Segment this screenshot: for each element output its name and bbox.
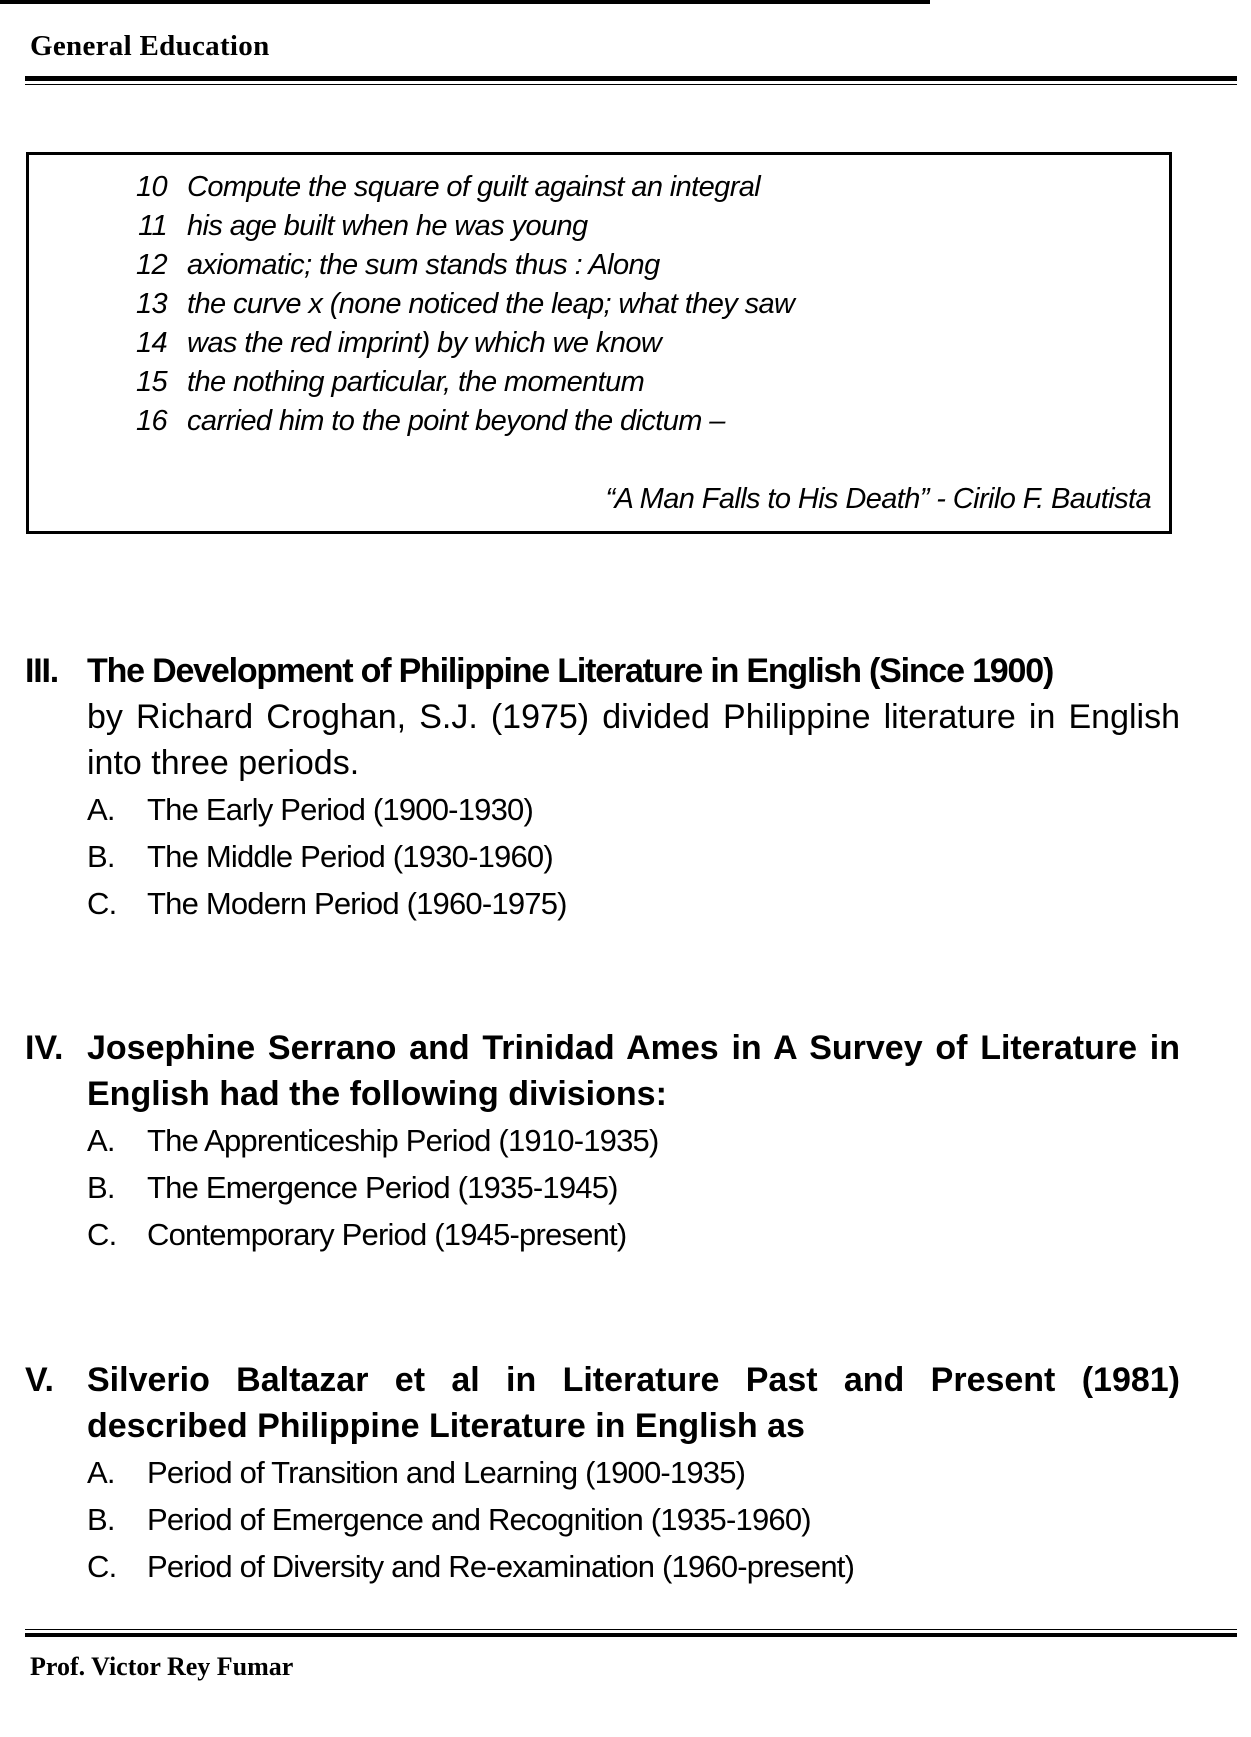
list-item (25, 786, 1180, 833)
item-letter: C. (87, 886, 117, 921)
header-rule-thin (25, 84, 1237, 85)
list-item (25, 1449, 1180, 1496)
section-body: by Richard Croghan, S.J. (1975) divided Philippine literature in English into three periods. (87, 698, 1180, 782)
item-letter: A. (87, 1455, 115, 1490)
list-item (25, 1496, 1180, 1543)
header-rule (25, 76, 1237, 81)
poem-line (109, 405, 725, 445)
item-text: The Modern Period (1960-1975) (147, 886, 567, 921)
item-text: The Early Period (1900-1930) (147, 792, 533, 827)
line-number: 16 (135, 405, 167, 437)
poem-line (109, 249, 660, 289)
poem-excerpt-box (26, 152, 1172, 534)
line-number: 14 (135, 327, 167, 359)
poem-line (109, 288, 794, 328)
item-text: The Apprenticeship Period (1910-1935) (147, 1123, 659, 1158)
list-item (25, 1543, 1180, 1590)
poem-line (109, 366, 644, 406)
list-item (25, 833, 1180, 880)
section-heading-text: Josephine Serrano and Trinidad Ames in A Survey of Literature in English had the following divisions: (87, 1029, 1180, 1113)
list-item (25, 1164, 1180, 1211)
line-number: 10 (135, 171, 167, 203)
line-number: 12 (135, 249, 167, 281)
section-heading-text: Silverio Baltazar et al in Literature Past and Present (1981) described Philippine Literature in English as (87, 1361, 1180, 1445)
item-text: The Middle Period (1930-1960) (147, 839, 553, 874)
list-item (25, 1117, 1180, 1164)
item-letter: C. (87, 1217, 117, 1252)
item-letter: B. (87, 839, 115, 874)
section-heading (25, 1025, 1180, 1117)
line-text: carried him to the point beyond the dictum – (187, 405, 725, 437)
item-text: Contemporary Period (1945-present) (147, 1217, 627, 1252)
line-text: was the red imprint) by which we know (187, 327, 662, 359)
item-letter: A. (87, 1123, 115, 1158)
item-letter: B. (87, 1502, 115, 1537)
item-text: The Emergence Period (1935-1945) (147, 1170, 618, 1205)
section-number: III. (25, 652, 58, 690)
line-text: his age built when he was young (187, 210, 588, 242)
item-text: Period of Transition and Learning (1900-1935) (147, 1455, 746, 1490)
line-number: 15 (135, 366, 167, 398)
item-letter: C. (87, 1549, 117, 1584)
footer-rule-thin (25, 1629, 1237, 1630)
poem-attribution: “A Man Falls to His Death” - Cirilo F. Bautista (605, 483, 1151, 515)
item-letter: B. (87, 1170, 115, 1205)
item-letter: A. (87, 792, 115, 827)
section-heading-text: The Development of Philippine Literature in English (Since 1900) (87, 652, 1054, 690)
item-text: Period of Emergence and Recognition (1935-1960) (147, 1502, 811, 1537)
section-heading (25, 648, 1180, 694)
list-item (25, 880, 1180, 927)
section-v (25, 1357, 1180, 1590)
section-number: IV. (25, 1029, 64, 1067)
poem-line (109, 327, 661, 367)
footer-rule (25, 1633, 1237, 1637)
page-header-title: General Education (30, 30, 270, 62)
top-edge-rule (0, 0, 930, 4)
section-number: V. (25, 1361, 55, 1399)
line-text: the curve x (none noticed the leap; what they saw (187, 288, 795, 320)
line-text: the nothing particular, the momentum (187, 366, 645, 398)
item-text: Period of Diversity and Re-examination (1960-present) (147, 1549, 855, 1584)
list-item (25, 1211, 1180, 1258)
section-heading (25, 1357, 1180, 1449)
section-iii (25, 648, 1180, 927)
line-text: axiomatic; the sum stands thus : Along (187, 249, 660, 281)
section-iv (25, 1025, 1180, 1258)
line-text: Compute the square of guilt against an integral (187, 171, 761, 203)
footer-author: Prof. Victor Rey Fumar (30, 1652, 294, 1681)
poem-line (109, 210, 588, 250)
line-number: 13 (135, 288, 167, 320)
line-number: 11 (138, 210, 167, 242)
poem-line (109, 171, 760, 211)
